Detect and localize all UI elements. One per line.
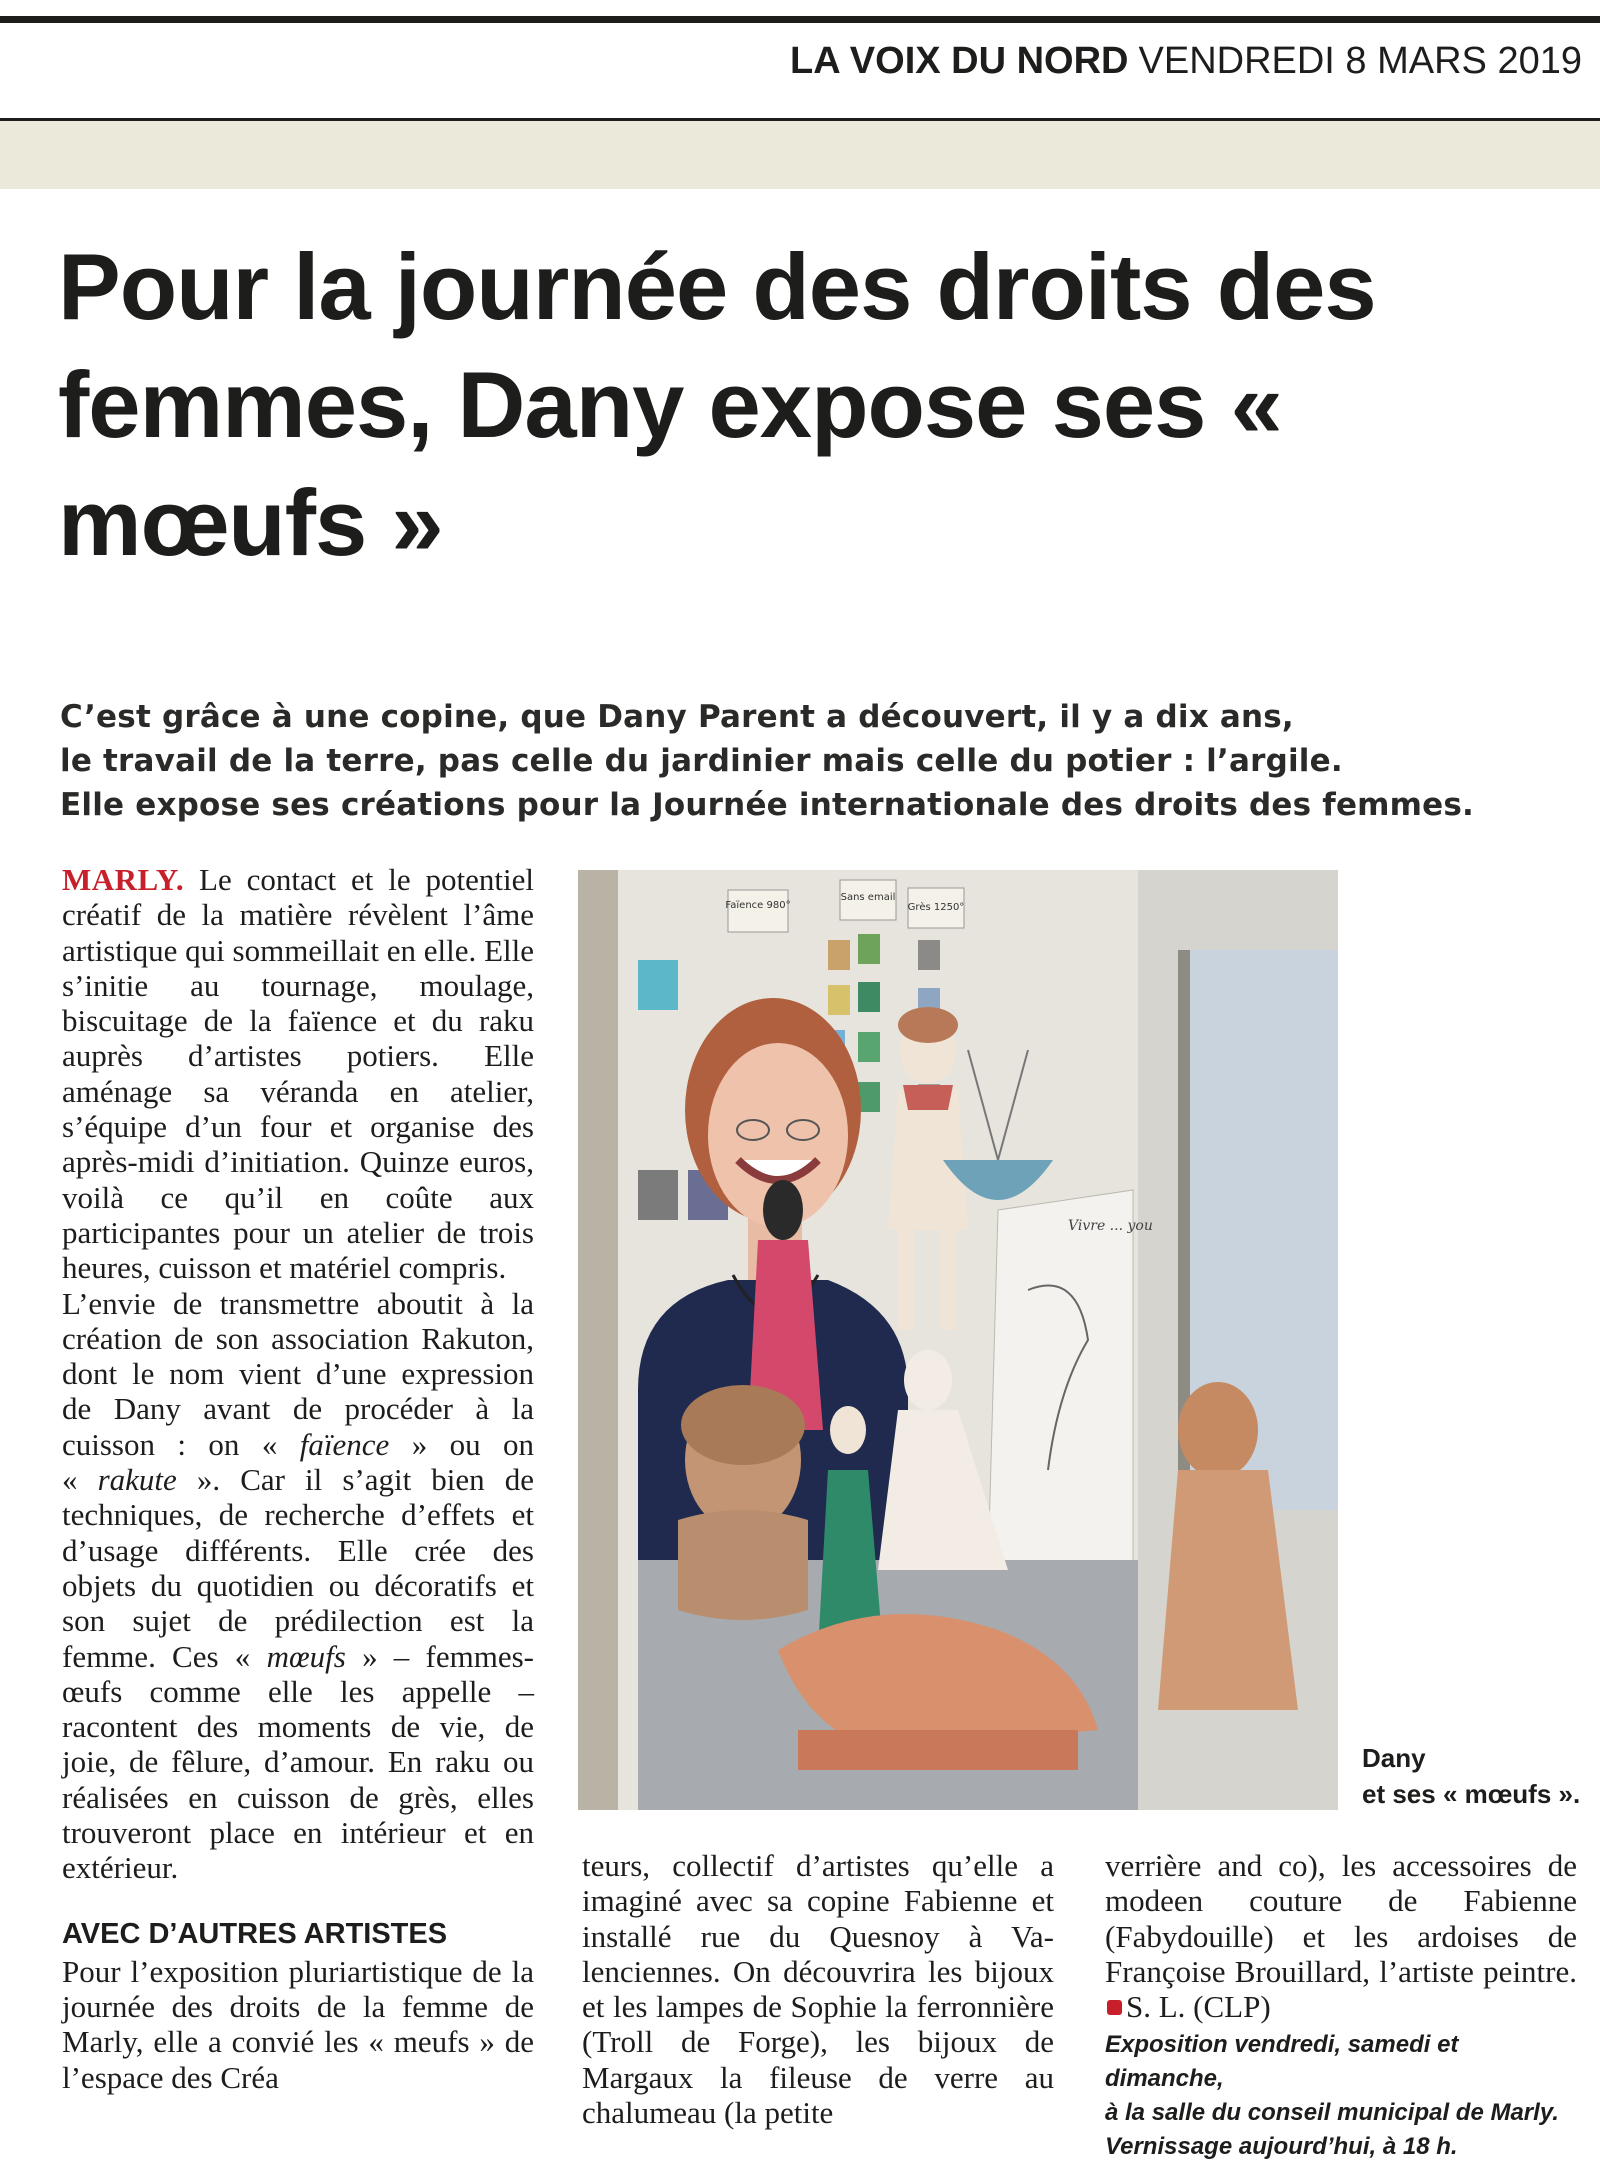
newspaper-name: LA VOIX DU NORD: [790, 40, 1129, 82]
drawing-easel: [988, 1190, 1153, 1590]
article-lede: [60, 695, 1580, 827]
top-rule: [0, 16, 1600, 23]
article-photo: [578, 870, 1338, 1810]
dateline: MARLY.: [62, 862, 185, 897]
article-column-1: [62, 862, 534, 2095]
italic-rakute: rakute: [97, 1462, 177, 1498]
article-column-3: [1105, 1848, 1577, 2164]
photo-caption: [1362, 1740, 1592, 1812]
info-line: Vernissage aujourd’hui, à 18 h.: [1105, 2133, 1458, 2161]
paragraph-2-text: ». Car il s’agit bien de techniques, de recherche d’effets et d’usage différents. Elle crée des objets du quotidien ou décoratifs et son sujet de prédilection est la femme. Ces «: [62, 1462, 534, 1674]
end-mark-icon: [1107, 2000, 1122, 2015]
photo-illustration: [578, 870, 1338, 1810]
subheading: AVEC D’AUTRES ARTISTES: [62, 1917, 448, 1950]
header-band: [0, 121, 1600, 189]
sign-sans-email-text: Sans email: [840, 892, 896, 903]
door-frame: [578, 870, 618, 1810]
sign-gres-text: Grès 1250°: [907, 902, 965, 913]
italic-moeufs: mœufs: [266, 1638, 346, 1674]
info-line: à la salle du conseil municipal de Marly.: [1105, 2099, 1559, 2127]
paragraph-1-text: Le contact et le potentiel créatif de la matière révèlent l’âme artistique qui sommeillait en elle. Elle s’initie au tournage, moulage, biscuitage de la faïence et du raku auprès d’artistes potiers. Elle aménage sa véranda en atelier, s’équipe d’un four et organise des après-midi d’initiation. Quinze euros, voilà ce qu’il en coûte aux participantes pour un atelier de trois heures, cuisson et matériel compris.: [62, 862, 534, 1286]
sign-faience-text: Faïence 980°: [725, 900, 791, 911]
bust-figurine: [678, 1385, 808, 1620]
italic-faience: faïence: [299, 1426, 390, 1462]
paragraph-3-continued: teurs, collectif d’artistes qu’elle a imaginé avec sa copine Fabienne et installé rue du Quesnoy à Valenciennes. On découvrira les bijoux et les lampes de Sophie la ferronnière (Troll de Forge), les bijoux de Margaux la fileuse de verre au chalumeau (la petite: [582, 1848, 1054, 2131]
paragraph-3: Pour l’exposition pluriartistique de la journée des droits de la femme de Marly, elle a convié les « meufs » de l’espace des Créa: [62, 1953, 534, 2095]
masthead: [790, 40, 1582, 90]
article-signature: S. L. (CLP): [1126, 1989, 1271, 2025]
paragraph-2-text: » ou on «: [62, 1426, 535, 1498]
paragraph-3-end: [1105, 1848, 1577, 2024]
paragraph-3-end-text: verrière and co), les accessoires de modeen couture de Fabienne (Fabydouille) et les ardoises de Françoise Brouillard, l’artiste peintre.: [1105, 1848, 1577, 1989]
caption-line: et ses « mœufs ».: [1362, 1779, 1581, 1809]
caption-line: Dany: [1362, 1743, 1426, 1773]
paragraph-2-text: » – femmes-œufs comme elle les appelle – racontent des moments de vie, de joie, de fêlure, d’amour. En raku ou réalisées en cuisson de grès, elles trouveront place en intérieur et en extérieur.: [62, 1638, 535, 1886]
practical-info: [1105, 2028, 1577, 2164]
article-headline: Pour la journée des droits des femmes, Dany expose ses « mœufs »: [58, 234, 1376, 575]
lede-line: C’est grâce à une copine, que Dany Parent a découvert, il y a dix ans,: [60, 699, 1294, 735]
lede-line: le travail de la terre, pas celle du jardinier mais celle du potier : l’argile.: [60, 743, 1343, 779]
paragraph-2-text: L’envie de transmettre aboutit à la création de son association Rakuton, dont le nom vient d’une expression de Dany avant de procéder à la cuisson : on «: [62, 1285, 534, 1462]
sign-faience: [728, 890, 788, 932]
easel-note: Vivre ... you: [1068, 1218, 1153, 1234]
paragraph-2: [62, 1286, 534, 1886]
info-line: Exposition vendredi, samedi et dimanche,: [1105, 2031, 1459, 2093]
issue-date: VENDREDI 8 MARS 2019: [1138, 40, 1582, 82]
article-column-2: [582, 1848, 1054, 2130]
paragraph-1: [62, 862, 534, 1286]
lede-line: Elle expose ses créations pour la Journée internationale des droits des femmes.: [60, 787, 1475, 823]
